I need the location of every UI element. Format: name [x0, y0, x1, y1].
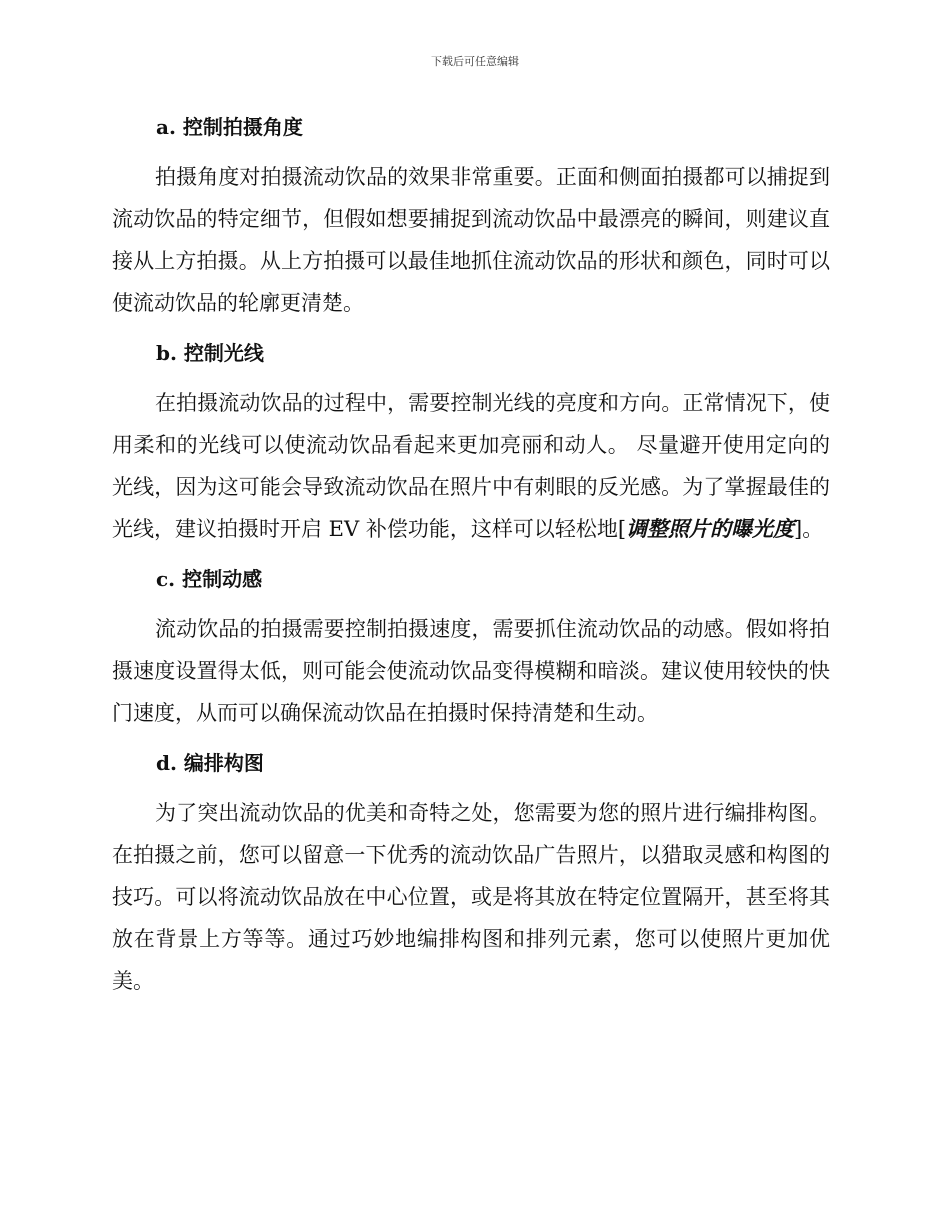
section-heading: c. 控制动感 — [156, 567, 263, 591]
section-heading: a. 控制拍摄角度 — [156, 115, 303, 139]
section-composition — [112, 742, 830, 1002]
section-lighting — [112, 332, 830, 550]
section-heading: b. 控制光线 — [156, 341, 264, 365]
section-shooting-angle — [112, 106, 830, 324]
section-paragraph — [112, 382, 830, 550]
section-paragraph: 为了突出流动饮品的优美和奇特之处，您需要为您的照片进行编排构图。在拍摄之前，您可以留意一下优秀的流动饮品广告照片，以猎取灵感和构图的技巧。可以将流动饮品放在中心位置，或是将其放在特定位置隔开，甚至将其放在背景上方等等。通过巧妙地编排构图和排列元素，您可以使照片更加优美。 — [112, 801, 830, 993]
section-paragraph: 流动饮品的拍摄需要控制拍摄速度，需要抓住流动饮品的动感。假如将拍摄速度设置得太低，则可能会使流动饮品变得模糊和暗淡。建议使用较快的快门速度，从而可以确保流动饮品在拍摄时保持清楚和生动。 — [112, 617, 830, 725]
document-body — [112, 106, 830, 1002]
section-paragraph: 拍摄角度对拍摄流动饮品的效果非常重要。正面和侧面拍摄都可以捕捉到流动饮品的特定细节，但假如想要捕捉到流动饮品中最漂亮的瞬间，则建议直接从上方拍摄。从上方拍摄可以最佳地抓住流动饮品的形状和颜色，同时可以使流动饮品的轮廓更清楚。 — [112, 165, 830, 315]
section-heading: d. 编排构图 — [156, 751, 264, 775]
emphasized-text: 调整照片的曝光度 — [626, 516, 795, 541]
section-motion — [112, 558, 830, 734]
page-header: 下载后可任意编辑 — [431, 55, 519, 68]
paragraph-text-end: ]。 — [794, 517, 824, 541]
paragraph-text: 在拍摄流动饮品的过程中，需要控制光线的亮度和方向。正常情况下，使用柔和的光线可以使流动饮品看起来更加亮丽和动人。 尽量避开使用定向的光线，因为这可能会导致流动饮品在照片中有刺眼的反光感。为了掌握最佳的光线，建议拍摄时开启 EV 补偿功能，这样可以轻松地[ — [112, 391, 830, 541]
